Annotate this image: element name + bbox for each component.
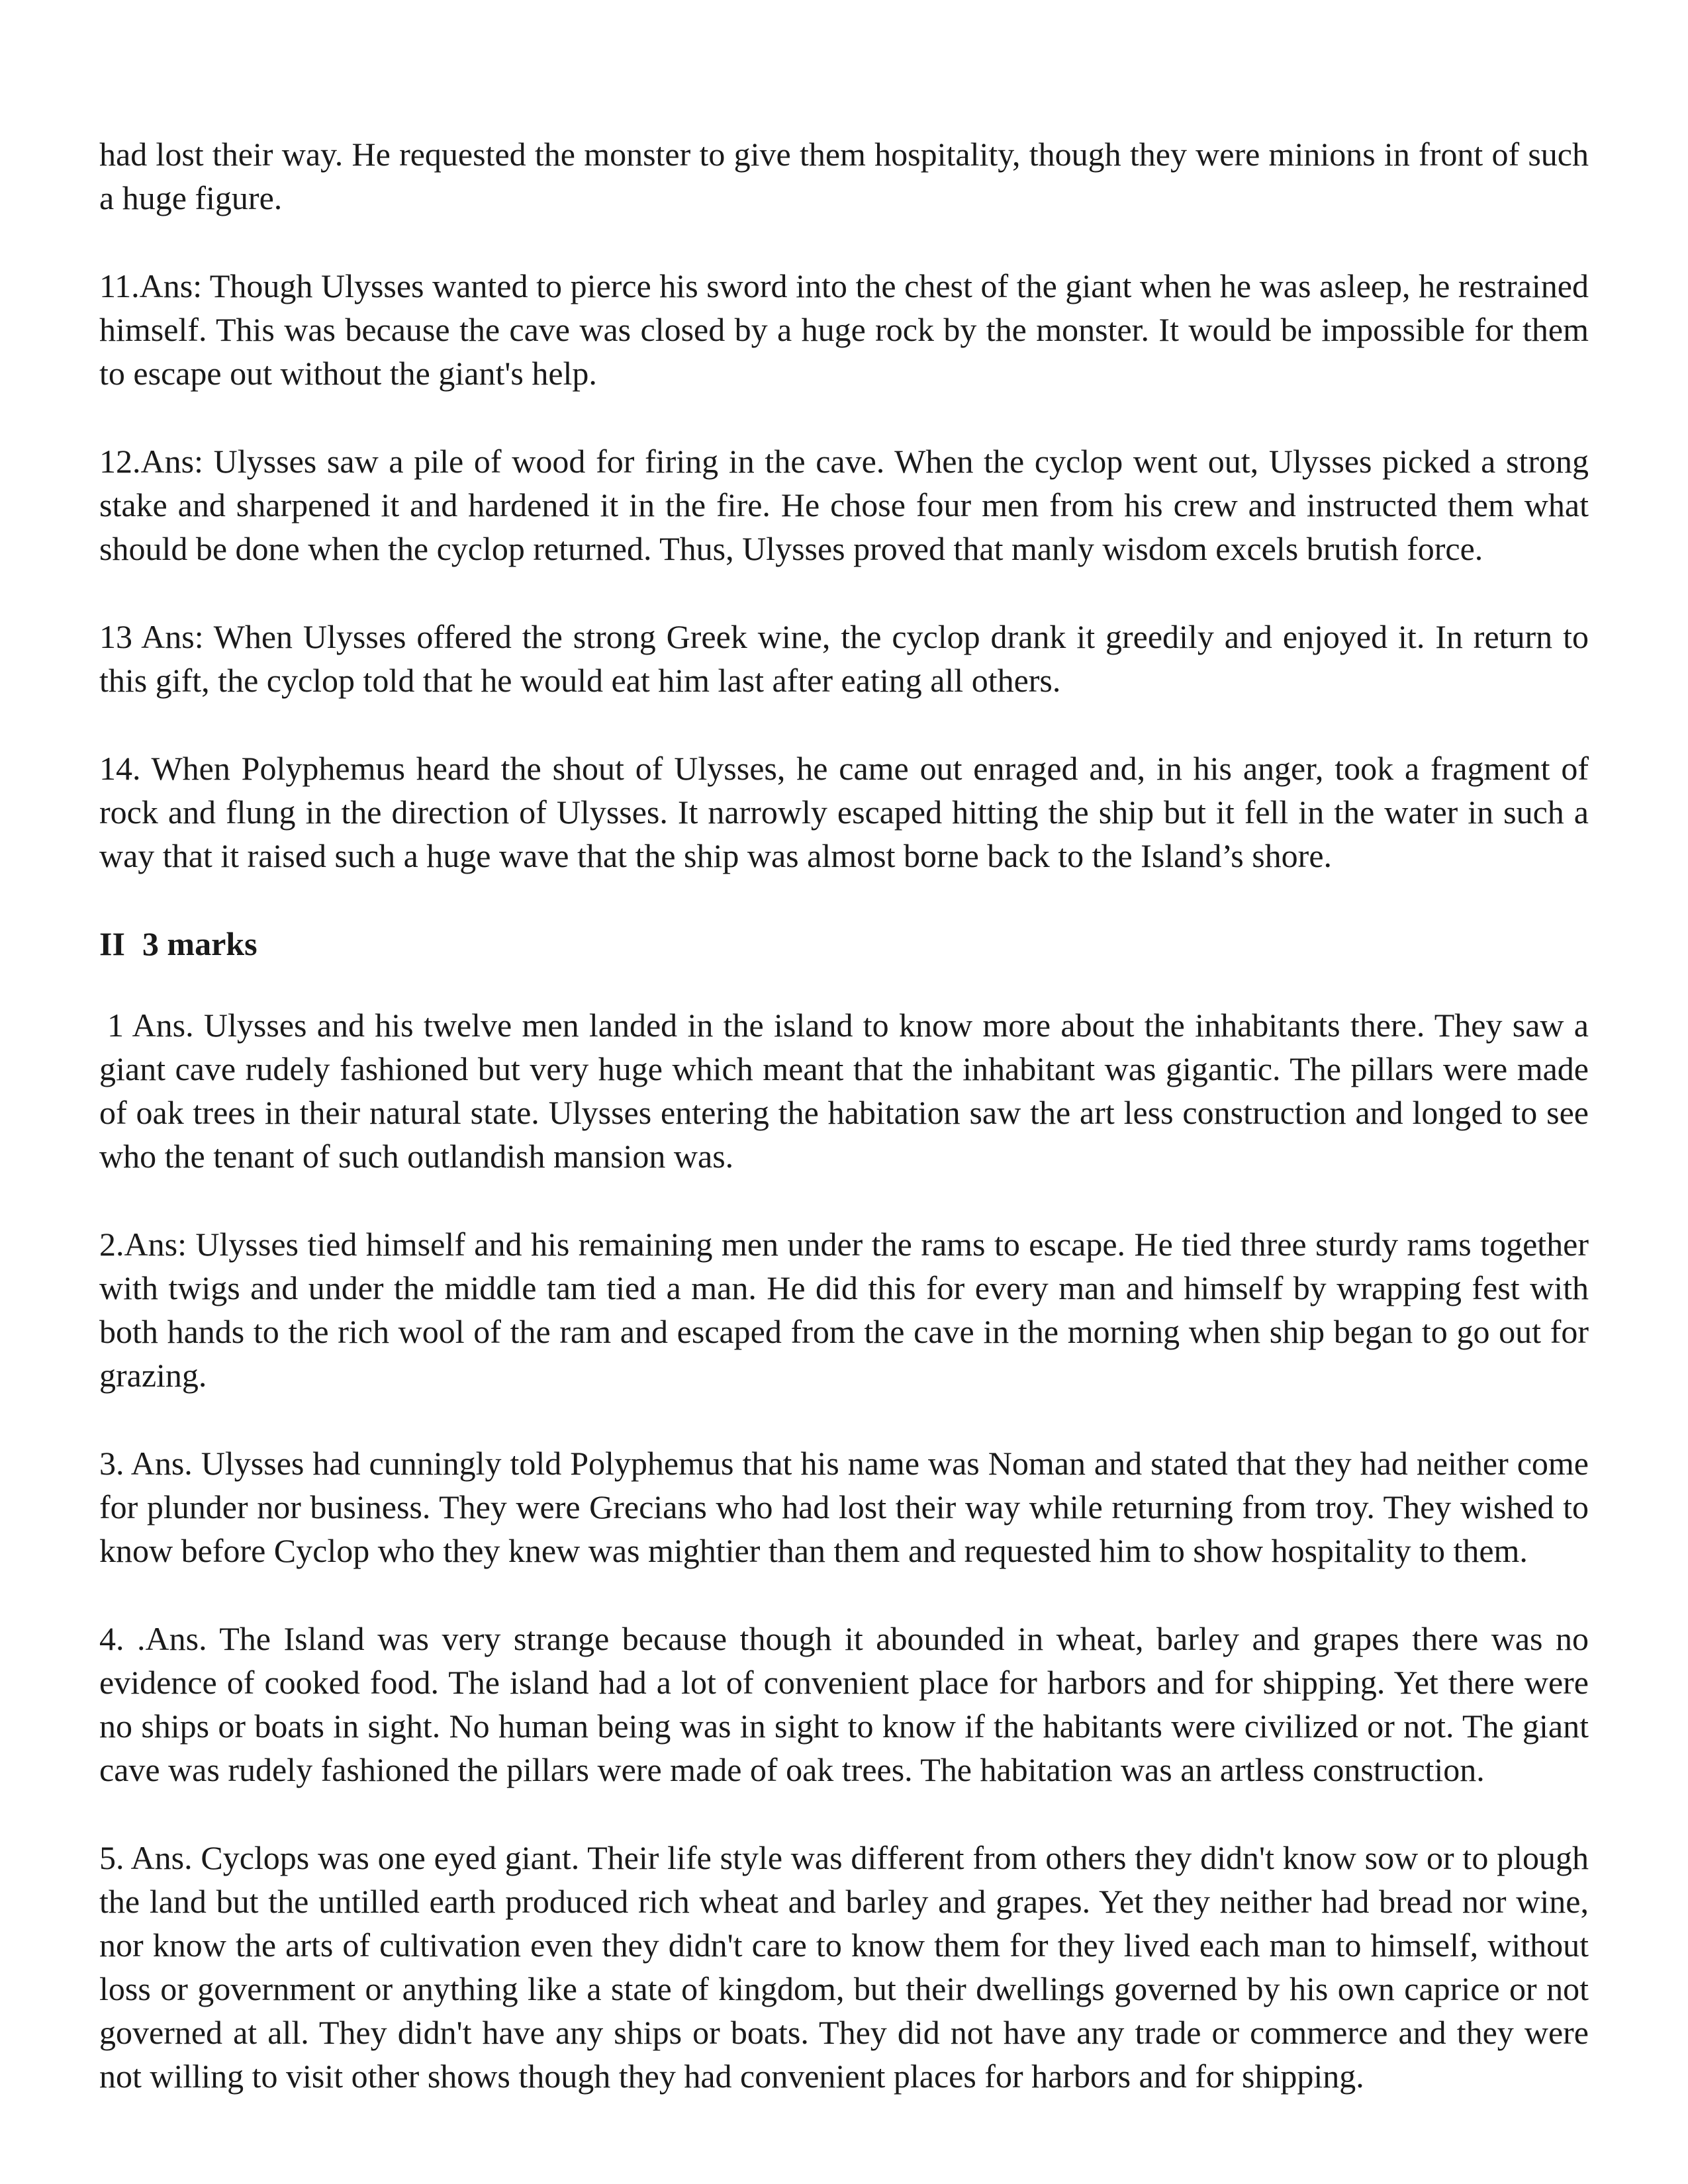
section-heading xyxy=(99,922,1589,966)
paragraph-answer-14: 14. When Polyphemus heard the shout of Ulysses, he came out enraged and, in his anger, took a fragment of rock and flung in the direction of Ulysses. It narrowly escaped hitting the ship but it fell in the water in such a way that it raised such a huge wave that the ship was almost borne back to the Island’s shore. xyxy=(99,750,1589,874)
paragraph-answer-11: 11.Ans: Though Ulysses wanted to pierce his sword into the chest of the giant when he was asleep, he restrained himself. This was because the cave was closed by a huge rock by the monster. It would be impossible for them to escape out without the giant's help. xyxy=(99,267,1589,392)
paragraph-3mark-answer-4: 4. .Ans. The Island was very strange because though it abounded in wheat, barley and grapes there was no evidence of cooked food. The island had a lot of convenient place for harbors and for shipping. Yet there were no ships or boats in sight. No human being was in sight to know if the habitants were civilized or not. The giant cave was rudely fashioned the pillars were made of oak trees. The habitation was an artless construction. xyxy=(99,1620,1589,1788)
paragraph-3mark-answer-3: 3. Ans. Ulysses had cunningly told Polyphemus that his name was Noman and stated that they had neither come for plunder nor business. They were Grecians who had lost their way while returning from troy. They wished to know before Cyclop who they knew was mightier than them and requested him to show hospitality to them. xyxy=(99,1445,1589,1569)
paragraph-3mark-answer-1: 1 Ans. Ulysses and his twelve men landed in the island to know more about the inhabitants there. They saw a giant cave rudely fashioned but very huge which meant that the inhabitant was gigantic. The pillars were made of oak trees in their natural state. Ulysses entering the habitation saw the art less construction and longed to see who the tenant of such outlandish mansion was. xyxy=(99,1007,1589,1175)
paragraph-answer-12: 12.Ans: Ulysses saw a pile of wood for firing in the cave. When the cyclop went out, Ulysses picked a strong stake and sharpened it and hardened it in the fire. He chose four men from his crew and instructed them what should be done when the cyclop returned. Thus, Ulysses proved that manly wisdom excels brutish force. xyxy=(99,443,1589,567)
paragraph-continuation: had lost their way. He requested the monster to give them hospitality, though they were minions in front of such a huge figure. xyxy=(99,136,1589,216)
document-page xyxy=(99,132,1589,2098)
section-numeral: II xyxy=(99,925,125,962)
section-title: 3 marks xyxy=(142,925,258,962)
paragraph-answer-13: 13 Ans: When Ulysses offered the strong Greek wine, the cyclop drank it greedily and enjoyed it. In return to this gift, the cyclop told that he would eat him last after eating all others. xyxy=(99,618,1589,699)
paragraph-3mark-answer-2: 2.Ans: Ulysses tied himself and his remaining men under the rams to escape. He tied three sturdy rams together with twigs and under the middle tam tied a man. He did this for every man and himself by wrapping fest with both hands to the rich wool of the ram and escaped from the cave in the morning when ship began to go out for grazing. xyxy=(99,1226,1589,1394)
paragraph-3mark-answer-5: 5. Ans. Cyclops was one eyed giant. Their life style was different from others they didn't know sow or to plough the land but the untilled earth produced rich wheat and barley and grapes. Yet they neither had bread nor wine, nor know the arts of cultivation even they didn't care to know them for they lived each man to himself, without loss or government or anything like a state of kingdom, but their dwellings governed by his own caprice or not governed at all. They didn't have any ships or boats. They did not have any trade or commerce and they were not willing to visit other shows though they had convenient places for harbors and for shipping. xyxy=(99,1839,1589,2095)
